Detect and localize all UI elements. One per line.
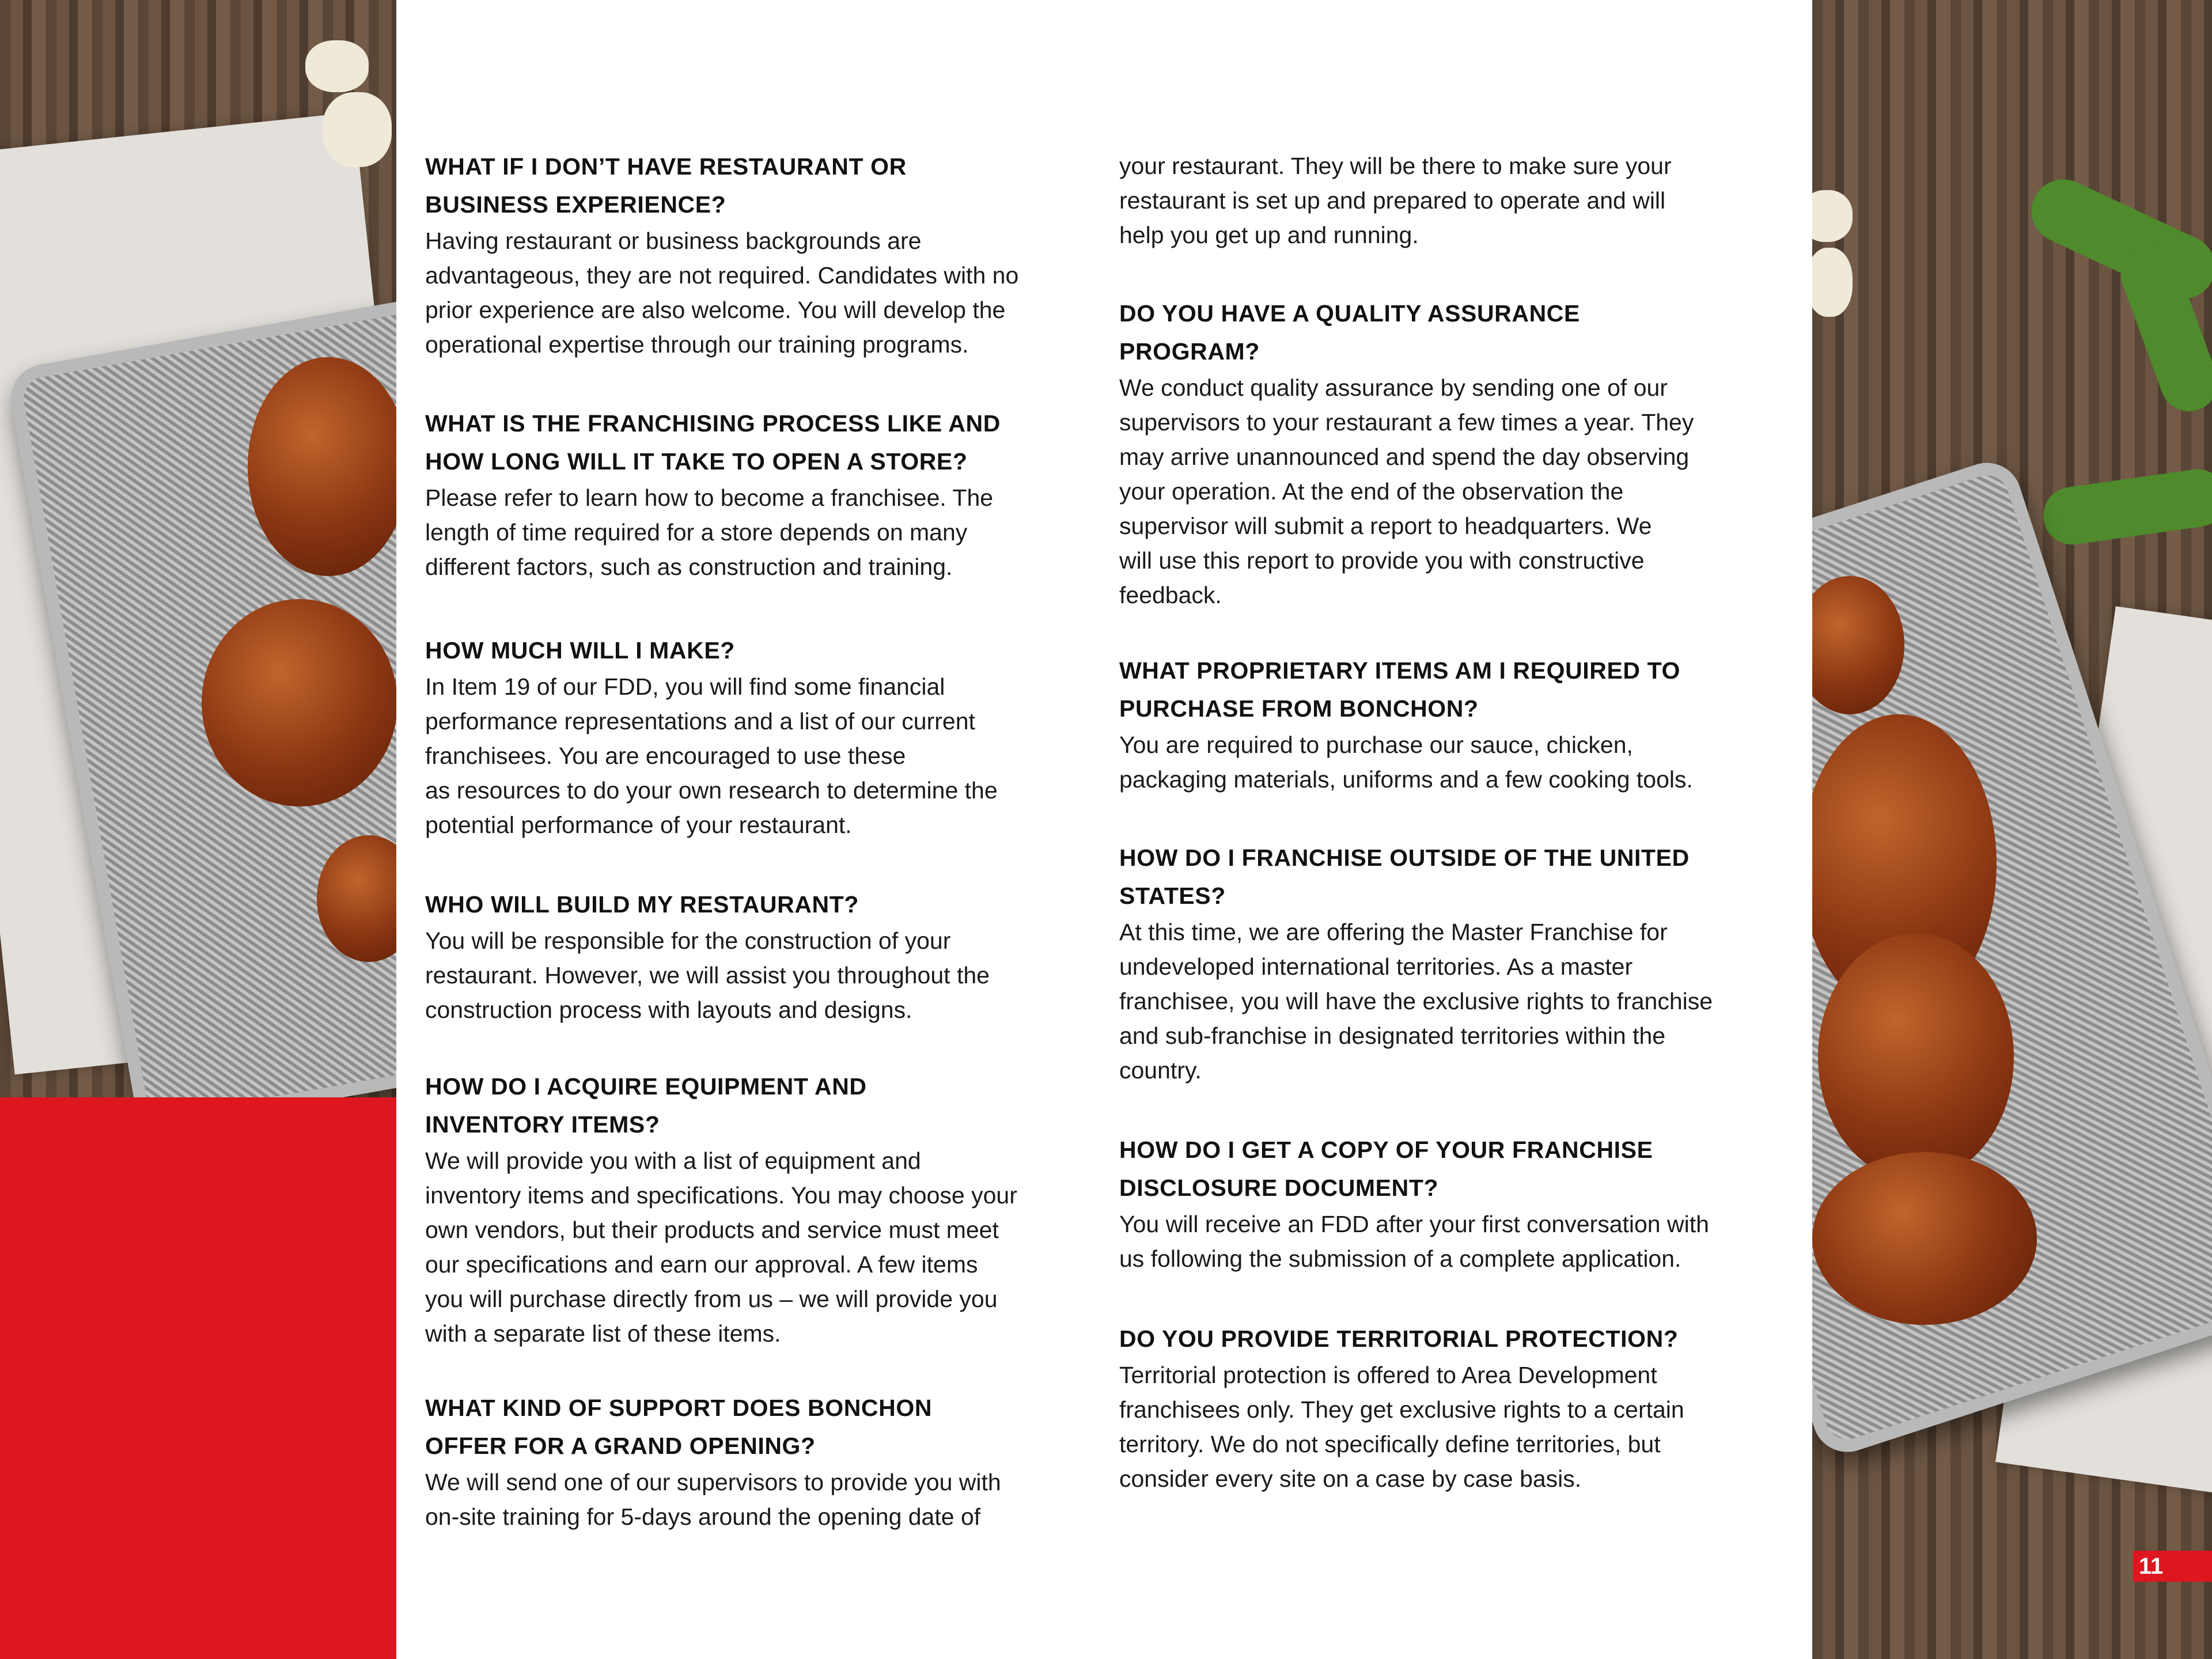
faq-question: WHAT PROPRIETARY ITEMS AM I REQUIRED TO xyxy=(1119,657,1681,684)
faq-question: INVENTORY ITEMS? xyxy=(425,1111,660,1138)
faq-answer-line: on-site training for 5-days around the opening date of xyxy=(425,1503,981,1530)
edamame-pod xyxy=(2040,465,2212,548)
faq-answer-line: us following the submission of a complete application. xyxy=(1119,1245,1681,1272)
faq-item xyxy=(425,404,1116,584)
faq-answer-line: franchisees only. They get exclusive rights to a certain xyxy=(1119,1396,1684,1423)
faq-answer-line: We will send one of our supervisors to provide you with xyxy=(425,1469,1001,1495)
faq-item xyxy=(1119,1131,1810,1276)
faq-answer-line: will use this report to provide you with constructive xyxy=(1119,547,1645,574)
chicken-basket-photo-right xyxy=(1812,0,2212,1659)
faq-question: DO YOU PROVIDE TERRITORIAL PROTECTION? xyxy=(1119,1325,1679,1352)
faq-item xyxy=(425,147,1116,362)
faq-answer-line: We will provide you with a list of equipment and xyxy=(425,1147,921,1174)
faq-answer-line: We conduct quality assurance by sending one of our xyxy=(1119,374,1668,401)
faq-question: STATES? xyxy=(1119,882,1226,909)
faq-answer-line: Having restaurant or business backgrounds are xyxy=(425,228,922,254)
faq-question: HOW DO I FRANCHISE OUTSIDE OF THE UNITED xyxy=(1119,844,1690,871)
faq-answer-line: consider every site on a case by case basis. xyxy=(1119,1465,1582,1492)
faq-answer-line: Territorial protection is offered to Area Development xyxy=(1119,1362,1657,1388)
faq-answer-line: and sub-franchise in designated territories within the xyxy=(1119,1022,1666,1049)
faq-answer-line: franchisee, you will have the exclusive rights to franchise xyxy=(1119,988,1713,1014)
faq-answer-line: our specifications and earn our approval. A few items xyxy=(425,1251,978,1278)
garlic-clove xyxy=(305,40,369,92)
faq-answer-line: You will be responsible for the construction of your xyxy=(425,927,951,954)
faq-item xyxy=(1119,1320,1810,1496)
faq-question: BUSINESS EXPERIENCE? xyxy=(425,191,726,218)
faq-question: HOW LONG WILL IT TAKE TO OPEN A STORE? xyxy=(425,448,968,475)
faq-answer-line: prior experience are also welcome. You will develop the xyxy=(425,297,1006,323)
faq-item xyxy=(1119,652,1810,797)
faq-answer-line: restaurant is set up and prepared to operate and will xyxy=(1119,187,1666,214)
faq-answer-line: You are required to purchase our sauce, chicken, xyxy=(1119,732,1633,758)
faq-answer-line: as resources to do your own research to determine the xyxy=(425,777,998,804)
faq-answer-line: construction process with layouts and designs. xyxy=(425,997,912,1023)
faq-answer-line: In Item 19 of our FDD, you will find some financial xyxy=(425,673,945,700)
faq-answer-line: may arrive unannounced and spend the day observing xyxy=(1119,444,1690,470)
faq-item xyxy=(425,1067,1116,1351)
faq-answer-line: different factors, such as construction and training. xyxy=(425,554,953,580)
faq-answer-line: restaurant. However, we will assist you throughout the xyxy=(425,962,990,988)
faq-answer-line: Please refer to learn how to become a franchisee. The xyxy=(425,484,994,511)
faq-question: HOW MUCH WILL I MAKE? xyxy=(425,637,735,664)
faq-item xyxy=(425,885,1116,1027)
faq-item xyxy=(425,1389,1116,1534)
red-accent-block xyxy=(0,1097,399,1659)
faq-answer-line: undeveloped international territories. As a master xyxy=(1119,953,1633,980)
faq-question: WHAT IF I DON’T HAVE RESTAURANT OR xyxy=(425,153,907,180)
chicken-wing xyxy=(1818,933,2014,1181)
chicken-wing xyxy=(1812,1152,2037,1325)
faq-item xyxy=(1119,294,1810,612)
page-number: 11 xyxy=(2133,1551,2212,1582)
faq-answer-line: supervisor will submit a report to headquarters. We xyxy=(1119,513,1652,539)
faq-answer-line: performance representations and a list of our current xyxy=(425,708,975,734)
faq-answer-line: potential performance of your restaurant. xyxy=(425,812,852,838)
faq-answer-line: At this time, we are offering the Master Franchise for xyxy=(1119,919,1668,945)
chicken-wing xyxy=(202,599,396,806)
faq-answer-line: your restaurant. They will be there to make sure your xyxy=(1119,153,1672,179)
faq-answer-line: with a separate list of these items. xyxy=(425,1320,781,1347)
faq-question: HOW DO I ACQUIRE EQUIPMENT AND xyxy=(425,1073,867,1100)
faq-answer-line: operational expertise through our training programs. xyxy=(425,331,969,358)
faq-answer-line: packaging materials, uniforms and a few cooking tools. xyxy=(1119,766,1693,793)
faq-question: OFFER FOR A GRAND OPENING? xyxy=(425,1433,816,1459)
garlic-clove xyxy=(1812,248,1853,317)
faq-answer-line: help you get up and running. xyxy=(1119,222,1419,248)
faq-answer-line: length of time required for a store depends on many xyxy=(425,519,968,546)
faq-answer-line: feedback. xyxy=(1119,582,1222,608)
faq-item xyxy=(1119,149,1810,252)
faq-question: WHAT IS THE FRANCHISING PROCESS LIKE AND xyxy=(425,410,1001,437)
garlic-clove xyxy=(1812,190,1853,242)
faq-answer-line: country. xyxy=(1119,1057,1202,1084)
faq-question: WHAT KIND OF SUPPORT DOES BONCHON xyxy=(425,1395,933,1421)
faq-answer-line: franchisees. You are encouraged to use these xyxy=(425,743,906,769)
faq-question: DISCLOSURE DOCUMENT? xyxy=(1119,1175,1439,1201)
faq-question: PURCHASE FROM BONCHON? xyxy=(1119,695,1479,722)
faq-answer-line: advantageous, they are not required. Candidates with no xyxy=(425,262,1019,289)
faq-answer-line: own vendors, but their products and service must meet xyxy=(425,1217,999,1243)
faq-answer-line: You will receive an FDD after your first conversation with xyxy=(1119,1211,1709,1237)
faq-answer-line: your operation. At the end of the observation the xyxy=(1119,478,1624,505)
faq-answer-line: inventory items and specifications. You may choose your xyxy=(425,1182,1017,1209)
faq-answer-line: territory. We do not specifically define territories, but xyxy=(1119,1431,1661,1457)
faq-question: PROGRAM? xyxy=(1119,338,1260,365)
faq-question: WHO WILL BUILD MY RESTAURANT? xyxy=(425,891,859,918)
faq-answer-line: you will purchase directly from us – we will provide you xyxy=(425,1286,998,1312)
garlic-clove xyxy=(323,92,392,167)
faq-question: HOW DO I GET A COPY OF YOUR FRANCHISE xyxy=(1119,1137,1653,1163)
faq-item xyxy=(425,631,1116,842)
faq-answer-line: supervisors to your restaurant a few times a year. They xyxy=(1119,409,1694,435)
faq-question: DO YOU HAVE A QUALITY ASSURANCE xyxy=(1119,300,1580,327)
faq-item xyxy=(1119,839,1810,1088)
